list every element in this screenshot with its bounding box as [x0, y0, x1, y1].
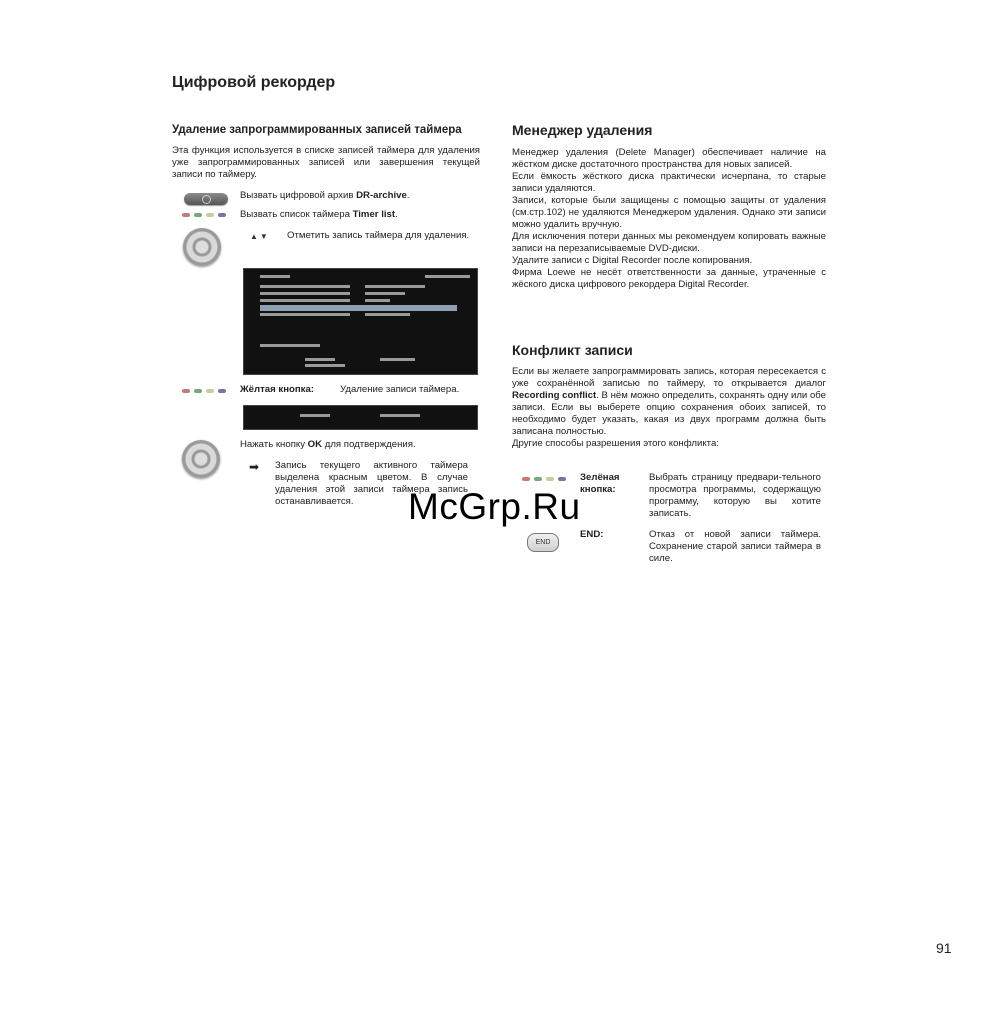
yellow-button-icon: [182, 389, 226, 393]
delete-manager-text: [512, 147, 826, 291]
green-button-label-text: Зелёная кнопка:: [580, 472, 620, 495]
step-timer-list-text: Вызвать список таймера: [240, 209, 353, 220]
step-confirm-suffix: для подтверждения.: [322, 439, 416, 450]
watermark: McGrp.Ru: [408, 486, 581, 527]
green-button-text: Выбрать страницу предвари-тельного просмотра программы, содержащую программу, которую вы хотите записать.: [649, 472, 821, 519]
yellow-button-label-text: Жёлтая кнопка:: [240, 384, 314, 395]
dr-button-icon: [184, 193, 228, 205]
up-down-arrows-icon: ▲▼: [250, 232, 270, 241]
page-title: Цифровой рекордер: [172, 74, 336, 91]
intro-paragraph: Эта функция используется в списке записей таймера для удаления уже запрограммированных записей или завершения текущей записи по таймеру.: [172, 145, 480, 180]
end-label-text: END:: [580, 529, 604, 540]
dm-paragraph: Если ёмкость жёсткого диска практически исчерпана, то старые записи удаляются.: [512, 171, 826, 194]
step-timer-list: [240, 209, 398, 221]
section-title-delete-manager: Менеджер удаления: [512, 122, 653, 138]
yellow-button-text: Удаление записи таймера.: [340, 384, 460, 395]
end-label: [580, 529, 603, 541]
yellow-button-label: [240, 384, 314, 396]
step-confirm-ok: [240, 439, 416, 451]
rc-other-ways: Другие способы разрешения этого конфликта:: [512, 438, 719, 449]
end-button-icon: END: [527, 533, 559, 552]
ok-dial-icon: [182, 440, 220, 478]
rc-bold: Recording conflict: [512, 390, 597, 401]
step-mark-record: Отметить запись таймера для удаления.: [287, 230, 470, 241]
navigation-dial-icon: [183, 228, 221, 266]
section-title-recording-conflict: Конфликт записи: [512, 342, 633, 358]
step-timer-list-suffix: .: [395, 209, 398, 220]
green-button-label: [580, 472, 640, 496]
end-text: Отказ от новой записи таймера. Сохранение старой записи таймера в силе.: [649, 529, 821, 564]
timer-list-screenshot: [243, 268, 478, 375]
dm-paragraph: Для исключения потери данных мы рекомендуем копировать важные записи на перезаписываемые DVD-диски.: [512, 231, 826, 254]
step-confirm-bold: OK: [307, 439, 323, 450]
dm-paragraph: Удалите записи с Digital Recorder после копирования.: [512, 255, 753, 266]
step-dr-archive-bold: DR-archive: [356, 190, 407, 201]
step-dr-archive-suffix: .: [406, 190, 410, 201]
page-number: 91: [936, 940, 952, 956]
dm-paragraph: Менеджер удаления (Delete Manager) обеспечивает наличие на жёстком диске достаточного пространства для новых записей.: [512, 147, 826, 170]
color-buttons-icon: [182, 213, 226, 217]
dm-paragraph: Записи, которые были защищены с помощью защиты от удаления (см.стр.102) не удаляются Менеджером удаления. Однако эти записи можно удалить вручную.: [512, 195, 826, 230]
section-title-delete-timer: Удаление запрограммированных записей таймера: [172, 124, 462, 136]
step-confirm-text: Нажать кнопку: [240, 439, 308, 450]
step-timer-list-bold: Timer list: [352, 209, 396, 220]
dm-paragraph: Фирма Loewe не несёт ответственности за данные, утраченные с жёского диска цифрового рекордера Digital Recorder.: [512, 267, 826, 290]
rc-text: Если вы желаете запрограммировать запись, которая пересекается с уже сохранённой записью по таймеру, то открывается диалог: [512, 366, 826, 389]
note-active-timer: Запись текущего активного таймера выделена красным цветом. В случае удаления этой записи таймера запись останавливается.: [275, 460, 468, 507]
delete-bar-screenshot: [243, 405, 478, 430]
note-arrow-icon: ➡: [249, 460, 260, 474]
rc-suffix: . В нём можно определить, сохранять одну или обе записи. Если вы выберете опцию сохранения обоих записей, то необходимо будет указать, какая из двух программ должна быть записана полностью.: [512, 390, 827, 437]
recording-conflict-text: [512, 366, 826, 450]
green-button-icon: [522, 477, 566, 481]
step-dr-archive: [240, 190, 409, 202]
step-dr-archive-text: Вызвать цифровой архив: [240, 190, 357, 201]
